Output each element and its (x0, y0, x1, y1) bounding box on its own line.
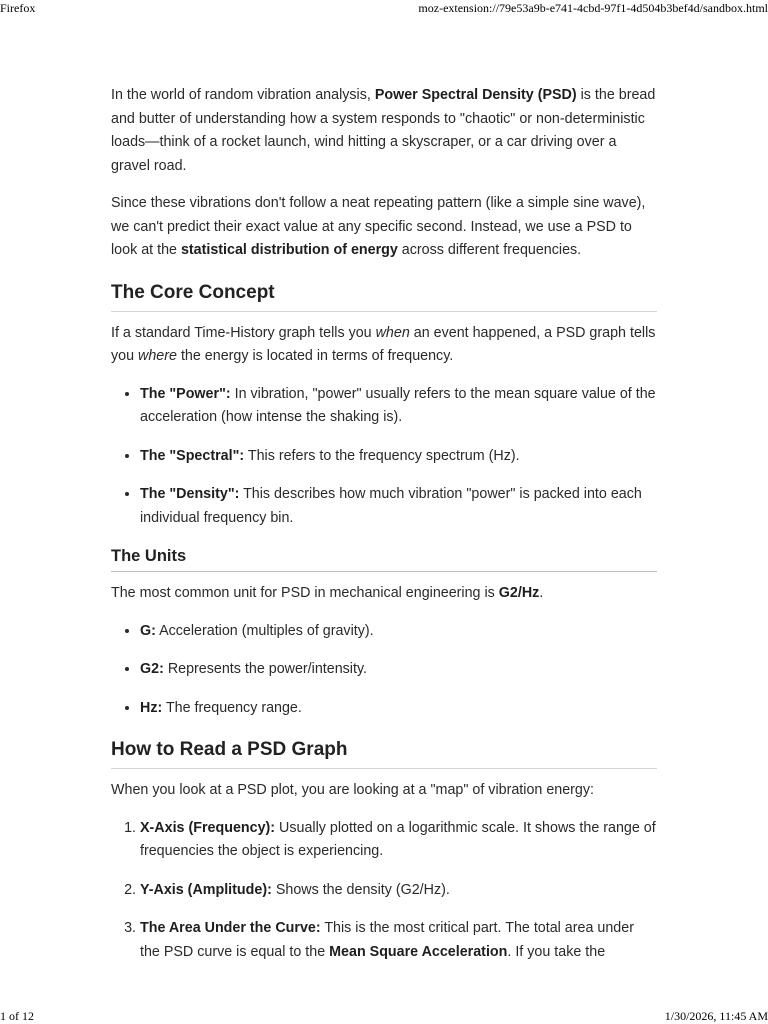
list-item (140, 445, 657, 469)
read-numbered-list (111, 817, 657, 965)
print-header-url: moz-extension://79e53a9b-e741-4cbd-97f1-4d504b3bef4d/sandbox.html (418, 1, 768, 15)
print-header (0, 0, 768, 16)
list-item (140, 917, 657, 964)
intro-p1-text-end: is the bread and butter of understanding how a system responds to "chaotic" or non-deterministic loads—think of a rocket launch, wind hitting a skyscraper, or a car driving over a gravel road. (111, 87, 656, 174)
units-paragraph (111, 582, 657, 606)
list-item (140, 383, 657, 430)
list-item-text: This is the most critical part. The total area under the PSD curve is equal to the (140, 920, 634, 960)
list-item-term: The "Power": (140, 385, 231, 402)
list-item-text: Usually plotted on a logarithmic scale. It shows the range of frequencies the object is experiencing. (140, 819, 656, 859)
list-item-text: Represents the power/intensity. (163, 661, 368, 677)
list-item-term: The "Density": (140, 486, 240, 502)
intro-p2-bold: statistical distribution of energy (180, 242, 398, 258)
units-p-bold: G2/Hz (498, 585, 540, 601)
list-item-text: This describes how much vibration "power" is packed into each individual frequency bin. (140, 486, 642, 526)
list-item-term: G2: (140, 661, 164, 677)
list-item-term: Y-Axis (Amplitude): (140, 881, 272, 898)
core-p-where: where (138, 348, 177, 364)
core-p-when: when (375, 324, 410, 341)
units-p-text: The most common unit for PSD in mechanical engineering is (111, 585, 499, 601)
list-item (140, 697, 657, 721)
list-item-bold: Mean Square Acceleration (329, 943, 508, 960)
list-item (140, 483, 657, 530)
article-content (111, 84, 657, 979)
print-header-app-name: Firefox (0, 1, 36, 15)
intro-paragraph-1 (111, 84, 657, 178)
list-item-text: The frequency range. (162, 699, 302, 716)
list-item-text: Shows the density (G2/Hz). (271, 881, 450, 898)
core-paragraph (111, 322, 657, 369)
units-bullet-list (111, 620, 657, 721)
intro-p1-bold: Power Spectral Density (PSD) (374, 87, 577, 103)
list-item (140, 658, 657, 682)
print-footer (0, 1008, 768, 1024)
list-item-text: This refers to the frequency spectrum (Hz). (244, 447, 520, 464)
list-item-term: Hz: (140, 699, 163, 716)
list-item-term: The Area Under the Curve: (140, 920, 321, 936)
intro-p2-text-end: across different frequencies. (397, 242, 582, 258)
intro-p2-text: Since these vibrations don't follow a neat repeating pattern (like a simple sine wave), we can't predict their exact value at any specific second. Instead, we use a PSD to look at the (111, 195, 646, 258)
list-item-term: G: (140, 622, 156, 639)
heading-units: The Units (111, 545, 657, 572)
list-item-text: In vibration, "power" usually refers to the mean square value of the acceleration (how intense the shaking is). (140, 385, 656, 425)
page-counter: 1 of 12 (0, 1009, 34, 1023)
print-timestamp: 1/30/2026, 11:45 AM (664, 1009, 768, 1023)
intro-p1-text: In the world of random vibration analysis, (111, 87, 375, 103)
core-p-text: If a standard Time-History graph tells you (111, 324, 376, 341)
read-paragraph: When you look at a PSD plot, you are looking at a "map" of vibration energy: (111, 782, 595, 798)
units-p-text-end: . (539, 585, 544, 601)
list-item-text-end: . If you take the (507, 943, 606, 960)
list-item (140, 879, 657, 903)
list-item-term: X-Axis (Frequency): (140, 819, 276, 836)
heading-how-to-read: How to Read a PSD Graph (111, 738, 657, 769)
list-item-term: The "Spectral": (140, 447, 245, 464)
core-p-text-end: the energy is located in terms of frequency. (176, 348, 454, 364)
list-item-text: Acceleration (multiples of gravity). (155, 622, 374, 639)
core-bullet-list (111, 383, 657, 531)
core-p-text-mid: an event happened, a PSD graph tells you (111, 324, 656, 364)
intro-paragraph-2 (111, 192, 657, 263)
heading-core-concept: The Core Concept (111, 281, 657, 312)
list-item (140, 817, 657, 864)
list-item (140, 620, 657, 644)
